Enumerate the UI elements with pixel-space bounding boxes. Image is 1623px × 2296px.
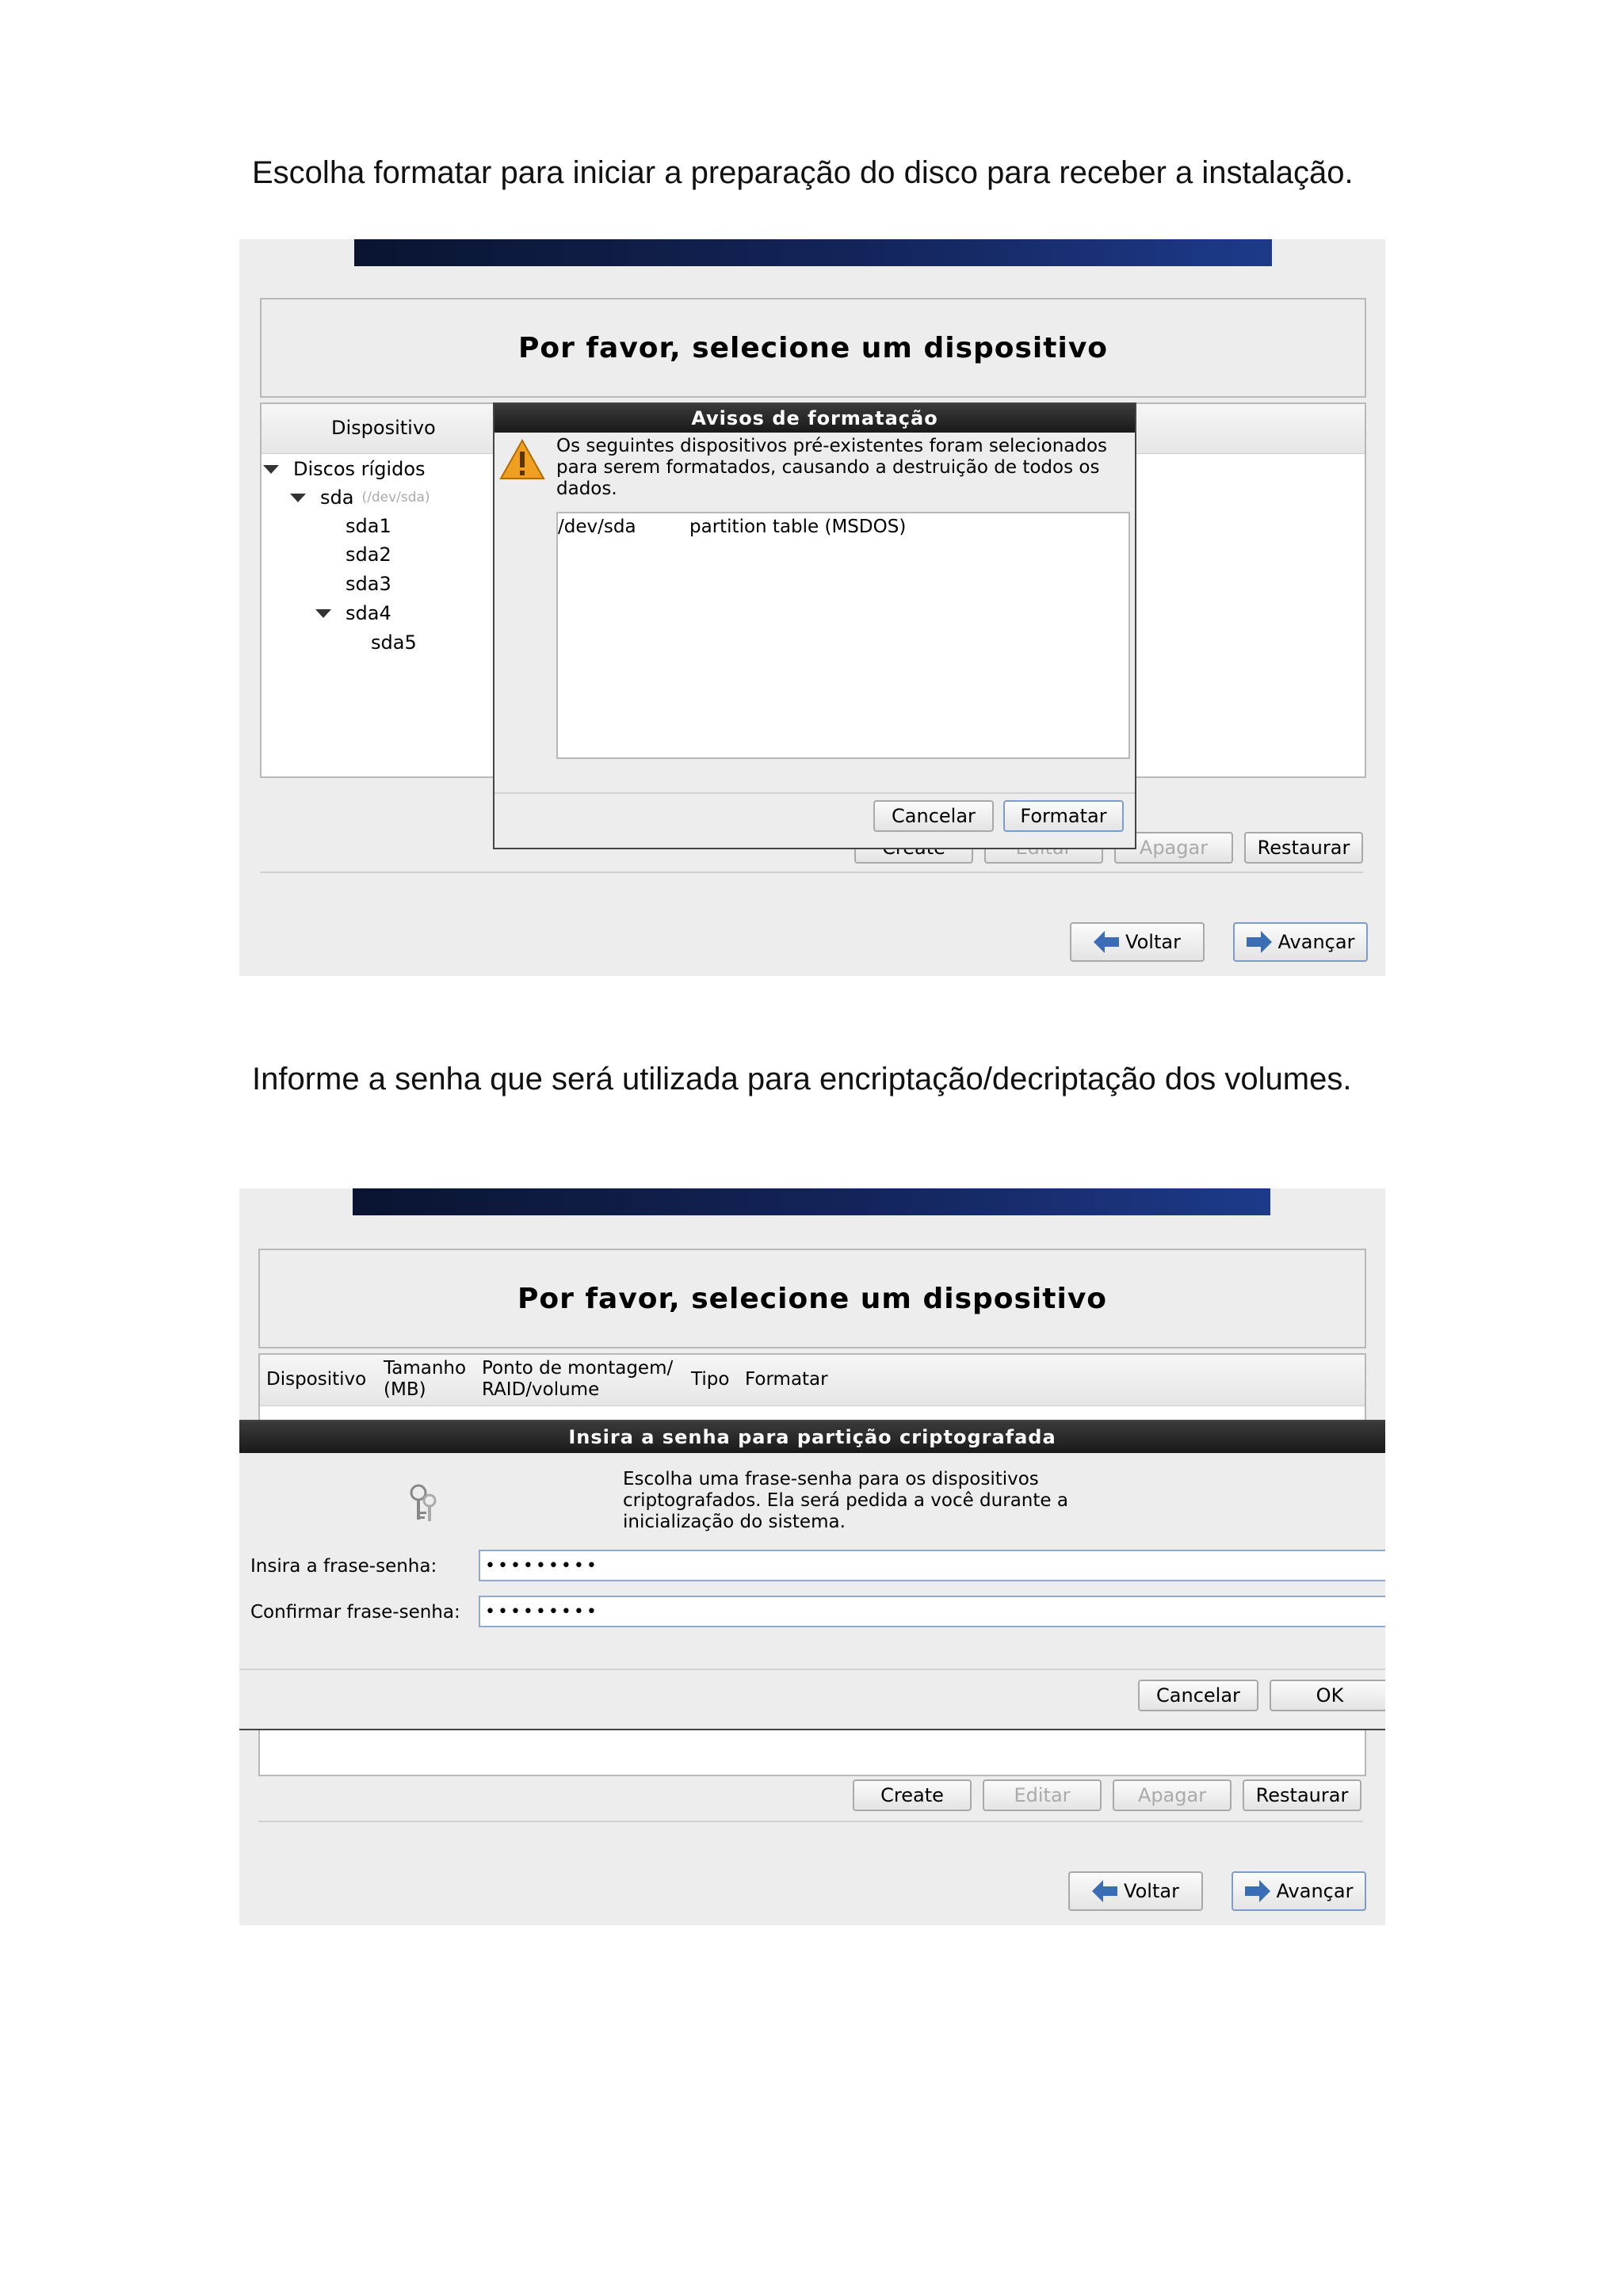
warning-icon (499, 439, 545, 480)
page-title: Por favor, selecione um dispositivo (517, 1282, 1108, 1315)
device-list[interactable] (556, 512, 1130, 759)
tree-row-sda[interactable]: sda (/dev/sda) (290, 486, 430, 509)
expander-icon[interactable] (315, 609, 331, 618)
tree-row-sda5[interactable]: sda5 (371, 631, 417, 654)
cancel-button[interactable]: Cancelar (873, 800, 994, 832)
expander-icon[interactable] (263, 465, 279, 474)
dialog-message: Escolha uma frase-senha para os dispositivos criptografados. Ela será pedida a você durante a inicialização do sistema. (623, 1469, 1068, 1532)
tree-row-disks[interactable]: Discos rígidos (263, 458, 426, 480)
column-dispositivo[interactable]: Dispositivo (266, 1369, 367, 1390)
header-banner (354, 239, 1272, 266)
list-action: partition table (MSDOS) (689, 517, 907, 537)
installer-screenshot-format (239, 239, 1385, 976)
disk-path: (/dev/sda) (361, 490, 430, 505)
column-tipo[interactable]: Tipo (691, 1369, 730, 1390)
cancel-button[interactable]: Cancelar (1138, 1680, 1258, 1711)
dialog-title: Avisos de formatação (495, 404, 1135, 433)
keys-icon (406, 1482, 441, 1524)
divider (258, 1821, 1363, 1822)
column-formatar[interactable]: Formatar (745, 1369, 828, 1390)
tree-row-sda4[interactable]: sda4 (315, 602, 391, 624)
confirm-passphrase-input[interactable]: ••••••••• (479, 1596, 1385, 1627)
page-title-box (260, 298, 1366, 398)
delete-button[interactable]: Apagar (1114, 832, 1233, 864)
passphrase-input[interactable]: ••••••••• (479, 1550, 1385, 1581)
column-dispositivo[interactable]: Dispositivo (331, 417, 436, 439)
format-warning-dialog (493, 402, 1136, 849)
back-button[interactable]: Voltar (1070, 922, 1205, 962)
page-title-box (258, 1249, 1366, 1348)
format-button[interactable]: Formatar (1003, 800, 1124, 832)
installer-screenshot-passphrase (239, 1188, 1385, 1925)
arrow-left-icon (1094, 931, 1119, 953)
next-button[interactable]: Avançar (1233, 922, 1368, 962)
column-tamanho[interactable]: Tamanho (MB) (384, 1358, 467, 1400)
confirm-label: Confirmar frase-senha: (250, 1602, 460, 1623)
expander-icon[interactable] (290, 494, 306, 502)
column-ponto-montagem[interactable]: Ponto de montagem/ RAID/volume (482, 1358, 674, 1400)
passphrase-label: Insira a frase-senha: (250, 1556, 437, 1577)
page-title: Por favor, selecione um dispositivo (517, 331, 1109, 364)
passphrase-dialog (239, 1420, 1385, 1730)
header-banner (353, 1188, 1270, 1215)
caption-format: Escolha formatar para iniciar a preparação do disco para receber a instalação. (252, 155, 1354, 190)
tree-row-sda1[interactable]: sda1 (346, 515, 391, 537)
arrow-left-icon (1092, 1880, 1117, 1902)
create-button[interactable]: Create (853, 1779, 972, 1811)
ok-button[interactable]: OK (1270, 1680, 1385, 1711)
edit-button[interactable]: Editar (983, 1779, 1102, 1811)
next-button[interactable]: Avançar (1232, 1871, 1366, 1911)
arrow-right-icon (1247, 931, 1272, 953)
caption-passphrase: Informe a senha que será utilizada para encriptação/decriptação dos volumes. (252, 1062, 1352, 1097)
dialog-divider (495, 792, 1135, 794)
back-button[interactable]: Voltar (1068, 1871, 1203, 1911)
list-device: /dev/sda (558, 517, 636, 537)
tree-row-sda3[interactable]: sda3 (346, 573, 391, 595)
reset-button[interactable]: Restaurar (1243, 1779, 1361, 1811)
dialog-title: Insira a senha para partição criptografada (239, 1421, 1385, 1453)
tree-row-sda2[interactable]: sda2 (346, 543, 391, 566)
delete-button[interactable]: Apagar (1113, 1779, 1232, 1811)
dialog-divider (239, 1669, 1385, 1670)
reset-button[interactable]: Restaurar (1244, 832, 1363, 864)
table-header (260, 1355, 1365, 1406)
arrow-right-icon (1245, 1880, 1270, 1902)
dialog-message: Os seguintes dispositivos pré-existentes foram selecionados para serem formatados, causando a destruição de todos os dados. (556, 436, 1108, 499)
divider (260, 871, 1363, 873)
